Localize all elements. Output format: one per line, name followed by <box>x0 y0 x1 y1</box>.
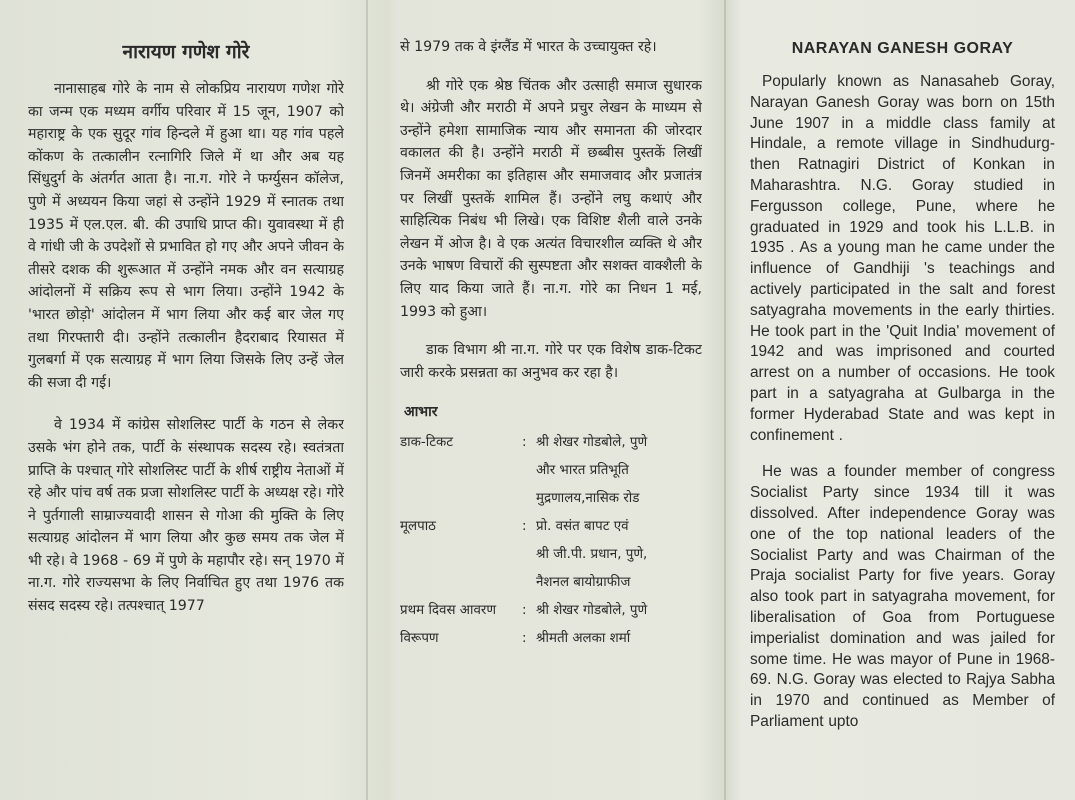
ack-key <box>400 541 522 569</box>
ack-value: श्री जी.पी. प्रधान, पुणे, <box>536 547 648 563</box>
hindi-paragraph-5: डाक विभाग श्री ना.ग. गोरे पर एक विशेष डाक-टिकट जारी करके प्रसन्नता का अनुभव कर रहा है। <box>400 342 702 381</box>
english-title: NARAYAN GANESH GORAY <box>791 40 1014 57</box>
ack-sep: : <box>522 631 527 647</box>
ack-key: मूलपाठ <box>400 519 436 535</box>
hindi-column-left <box>28 0 344 800</box>
ack-key <box>400 569 522 597</box>
ack-value: श्रीमती अलका शर्मा <box>536 631 631 647</box>
ack-row <box>400 457 702 485</box>
ack-sep <box>522 569 536 597</box>
ack-value: श्री शेखर गोडबोले, पुणे <box>536 435 648 451</box>
ack-sep <box>522 541 536 569</box>
hindi-paragraph-4: श्री गोरे एक श्रेष्ठ चिंतक और उत्साही समाज सुधारक थे। अंग्रेजी और मराठी में अपने प्रचुर लेखन के माध्यम से उन्होंने हमेशा सामाजिक न्याय और समानता की जोरदार वकालत की है। उन्होंने मराठी में छब्बीस पुस्तकें लिखीं जिनमें अमरीका का इतिहास और समाजवाद और प्रजातंत्र पर लिखीं पुस्तकें शामिल हैं। उन्होंने लघु कथाएं और साहित्यिक निबंध भी लिखे। एक विशिष्ट शैली वाले उनके लेखन में ओज है। वे एक अत्यंत विचारशील व्यक्ति थे और उनके भाषण विचारों की सुस्पष्टता और सशक्त वाक्शैली के लिए याद किया जाते हैं। ना.ग. गोरे का निधन 1 मई, 1993 को हुआ। <box>400 77 702 320</box>
hindi-column-middle <box>400 0 702 800</box>
ack-value: श्री शेखर गोडबोले, पुणे <box>536 603 648 619</box>
ack-row <box>400 597 702 625</box>
ack-sep: : <box>522 603 527 619</box>
hindi-title: नारायण गणेश गोरे <box>122 41 250 63</box>
english-paragraph-1: Popularly known as Nanasaheb Goray, Narayan Ganesh Goray was born on 15th June 1907 in a middle class family at Hindale, a remote village in Sindhudurg-then Ratnagiri District of Konkan in Maharashtra. N.G. Goray studied in Fergusson college, Pune, where he graduated in 1929 and took his L.L.B. in 1935 . As a young man he came under the influence of Gandhiji 's teachings and actively participated in the salt and forest satyagraha movements in the early thirties. He took part in the 'Quit India' movement of 1942 and was imprisoned and courted arrest on a number of occasions. He took part in a satyagraha at Gulbarga in the former Hyderabad State and was kept in confinement . <box>750 73 1055 444</box>
ack-key: विरूपण <box>400 631 439 647</box>
ack-key: डाक-टिकट <box>400 435 453 451</box>
ack-sep <box>522 485 536 513</box>
ack-value: नैशनल बायोग्राफीज <box>536 575 631 591</box>
ack-sep: : <box>522 519 527 535</box>
ack-sep <box>522 457 536 485</box>
ack-row <box>400 485 702 513</box>
ack-value: प्रो. वसंत बापट एवं <box>536 519 629 535</box>
hindi-paragraph-3: से 1979 तक वे इंग्लैंड में भारत के उच्चायुक्त रहे। <box>400 39 657 55</box>
ack-value: और भारत प्रतिभूति <box>536 463 629 479</box>
hindi-paragraph-2: वे 1934 में कांग्रेस सोशलिस्ट पार्टी के गठन से लेकर उसके भंग होने तक, पार्टी के संस्थापक सदस्य रहे। स्वतंत्रता प्राप्ति के पश्चात् गोरे सोशलिस्ट पार्टी के शीर्ष राष्ट्रीय नेताओं में रहे और पांच वर्ष तक प्रजा सोशलिस्ट पार्टी के अध्यक्ष रहे। गोरे ने पुर्तगाली साम्राज्यवादी शासन से गोआ की मुक्ति के लिए सत्याग्रह आंदोलन में भाग लिया और कुछ समय तक जेल में भी रहे। वे 1968 - 69 में पुणे के महापौर रहे। सन् 1970 में ना.ग. गोरे राज्यसभा के लिए निर्वाचित हुए तथा 1976 तक संसद सदस्य रहे। तत्पश्चात् 1977 <box>28 417 344 615</box>
ack-key: प्रथम दिवस आवरण <box>400 603 497 619</box>
ack-sep: : <box>522 435 527 451</box>
ack-row <box>400 513 702 541</box>
hindi-paragraph-1: नानासाहब गोरे के नाम से लोकप्रिय नारायण गणेश गोरे का जन्म एक मध्यम वर्गीय परिवार में 15 जून, 1907 को महाराष्ट्र के एक सुदूर गांव हिन्दले में हुआ था। यह गांव पहले कोंकण के तत्कालीन रत्नागिरि जिले में था और अब यह सिंधुदुर्ग के अंतर्गत आता है। ना.ग. गोरे ने फर्ग्युसन कॉलेज, पुणे में अध्ययन किया जहां से उन्होंने 1929 में स्नातक तथा 1935 में एल.एल. बी. की उपाधि प्राप्त की। युवावस्था में ही वे गांधी जी के उपदेशों से प्रभावित हो गए और अपने जीवन के तीसरे दशक की शुरूआत में उन्होंने नमक और वन सत्याग्रह आंदोलनों में सक्रिय रूप से भाग लिया। उन्होंने 1942 के 'भारत छोड़ो' आंदोलन में भाग लिया और कई बार जेल गए तथा गिरफ्तारी दी। उन्होंने तत्कालीन हैदराबाद रियासत में गुलबर्गा में एक सत्याग्रह में भाग लिया जिसके लिए उन्हें जेल की सजा दी गई। <box>28 81 344 391</box>
ack-key <box>400 457 522 485</box>
fold-line-right <box>724 0 726 800</box>
english-paragraph-2: He was a founder member of congress Socialist Party since 1934 till it was dissolved. After independence Goray was one of the top national leaders of the Socialist Party and was Chairman of the Praja socialist Party for five years. Goray also took part in satyagraha movement, for liberalisation of Goa from Portuguese imperialist domination and was jailed for some time. He was mayor of Pune in 1968-69. N.G. Goray was elected to Rajya Sabha in 1970 and continued as Member of Parliament upto <box>750 463 1055 730</box>
acknowledgement-title: आभार <box>404 404 438 421</box>
english-column <box>750 0 1055 800</box>
acknowledgement-list <box>400 429 702 653</box>
fold-line-left <box>366 0 368 800</box>
ack-key <box>400 485 522 513</box>
ack-row <box>400 429 702 457</box>
ack-row <box>400 541 702 569</box>
ack-value: मुद्रणालय,नासिक रोड <box>536 491 640 507</box>
ack-row <box>400 569 702 597</box>
ack-row <box>400 625 702 653</box>
